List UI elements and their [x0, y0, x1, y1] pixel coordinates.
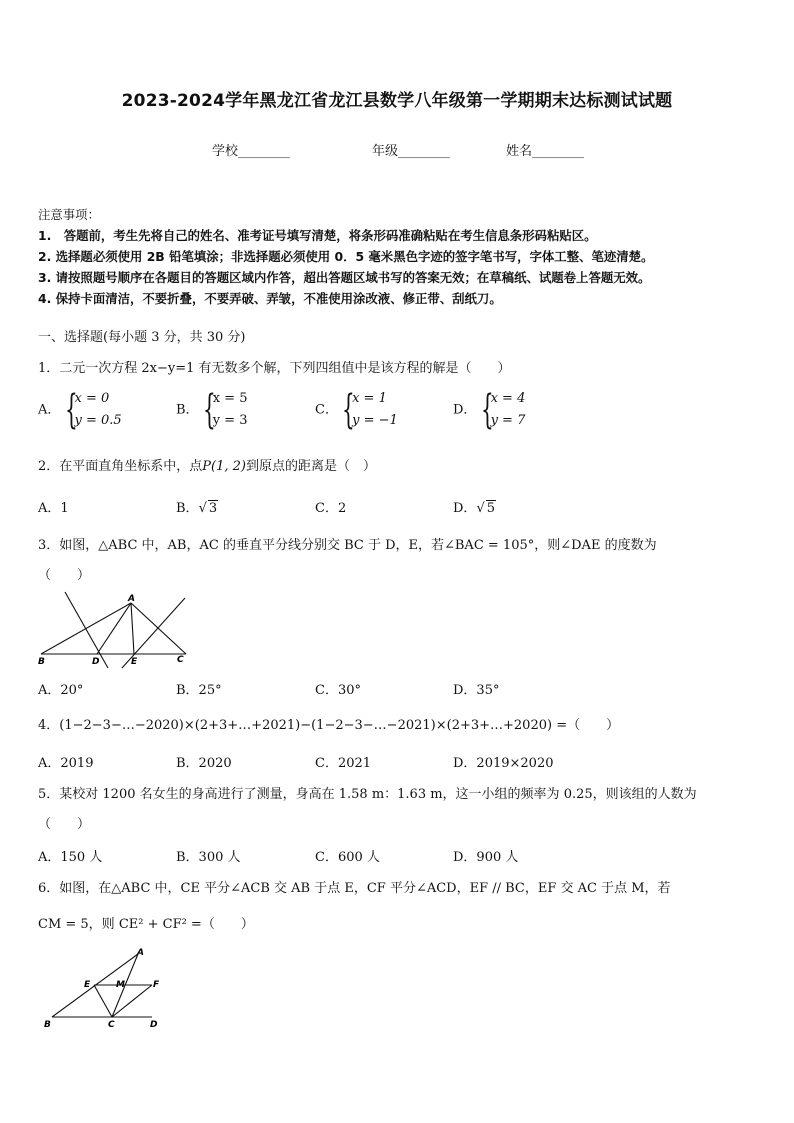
q5-option-d[interactable]: D．900 人 [453, 850, 519, 865]
question-3-stem: 3．如图，△ABC 中，AB，AC 的垂直平分线分别交 BC 于 D，E，若∠BAC = 105°，则∠DAE 的度数为 [38, 538, 657, 553]
label-a: A [137, 948, 144, 958]
label-b: B [38, 657, 45, 667]
sqrt-icon: √ [476, 501, 485, 516]
q6-figure [42, 945, 172, 1035]
option-label: D． [453, 501, 477, 516]
option-label: C． [315, 402, 338, 418]
notice-heading: 注意事项： [38, 207, 100, 222]
eq-line: x = 5 [212, 391, 248, 406]
question-3-stem-cont: （ ） [38, 568, 91, 583]
sqrt-icon: √ [198, 501, 207, 516]
eq-line: y = 7 [490, 413, 526, 428]
question-2-stem [38, 455, 376, 474]
label-d: D [92, 657, 100, 667]
question-6-stem: 6．如图，在△ABC 中，CE 平分∠ACB 交 AB 于点 E，CF 平分∠ACD，EF // BC，EF 交 AC 于点 M，若 [38, 881, 671, 896]
option-label: A． [38, 402, 61, 418]
label-c: C [177, 655, 184, 665]
eq-line: y = −1 [352, 413, 398, 428]
q4-option-d[interactable]: D．2019×2020 [453, 756, 554, 771]
option-label: D． [453, 402, 477, 418]
q3-option-d[interactable]: D．35° [453, 683, 500, 698]
equation-system: { x = 0 y = 0.5 [64, 387, 122, 433]
option-label: B． [176, 501, 199, 516]
q4-option-b[interactable]: B．2020 [176, 756, 232, 771]
q2-option-d[interactable] [453, 497, 496, 516]
q5-option-c[interactable]: C．600 人 [315, 850, 380, 865]
label-e: E [131, 657, 138, 667]
q3-option-a[interactable]: A．20° [38, 683, 84, 698]
line-ad [97, 603, 131, 654]
q4-option-c[interactable]: C．2021 [315, 756, 372, 771]
equation-system: { x = 4 y = 7 [480, 387, 526, 433]
label-e: E [84, 980, 91, 990]
question-1-stem: 1．二元一次方程 2x−y=1 有无数多个解，下列四组值中是该方程的解是（ ） [38, 361, 511, 376]
stem-text: 2．在平面直角坐标系中，点 [38, 459, 203, 474]
q1-option-c[interactable] [315, 388, 398, 432]
label-d: D [150, 1020, 158, 1030]
q3-option-c[interactable]: C．30° [315, 683, 361, 698]
notice-item: 3. 请按照题号顺序在各题目的答题区域内作答，超出答题区域书写的答案无效；在草稿纸、试题卷上答题无效。 [38, 270, 651, 285]
question-4-stem: 4．(1−2−3−…−2020)×(2+3+…+2021)−(1−2−3−…−2021)×(2+3+…+2020) =（ ） [38, 718, 620, 733]
notice-item: 2. 选择题必须使用 2B 铅笔填涂；非选择题必须使用 0．5 毫米黑色字迹的签字笔书写，字体工整、笔迹清楚。 [38, 249, 654, 264]
eq-line: y = 0.5 [74, 413, 122, 428]
label-b: B [44, 1020, 51, 1030]
name-field[interactable]: 姓名________ [506, 144, 585, 159]
q2-option-c[interactable]: C．2 [315, 501, 347, 516]
eq-line: x = 0 [74, 391, 110, 406]
q1-option-a[interactable] [38, 388, 122, 432]
section-heading: 一、选择题(每小题 3 分，共 30 分) [38, 330, 246, 345]
q2-option-a[interactable]: A．1 [38, 501, 69, 516]
label-a: A [128, 594, 135, 604]
line-ce [94, 985, 112, 1017]
question-6-stem-cont: CM = 5，则 CE² + CF² =（ ） [38, 917, 254, 932]
grade-field[interactable]: 年级________ [372, 144, 451, 159]
radicand: 3 [208, 501, 218, 516]
notice-block [38, 204, 758, 309]
eq-line: x = 4 [490, 391, 526, 406]
q2-option-b[interactable] [176, 497, 218, 516]
label-f: F [153, 980, 160, 990]
question-5-stem: 5．某校对 1200 名女生的身高进行了测量，身高在 1.58 m：1.63 m，这一小组的频率为 0.25，则该组的人数为 [38, 787, 697, 802]
q5-option-a[interactable]: A．150 人 [38, 850, 103, 865]
q1-option-d[interactable] [453, 388, 525, 432]
radicand: 5 [486, 501, 496, 516]
line-ac [131, 603, 186, 654]
q4-option-a[interactable]: A．2019 [38, 756, 94, 771]
option-label: B． [176, 402, 199, 418]
point-p: P(1, 2) [202, 459, 246, 474]
q3-figure [34, 588, 194, 672]
notice-item: 4. 保持卡面清洁，不要折叠，不要弄破、弄皱，不准使用涂改液、修正带、刮纸刀。 [38, 291, 502, 306]
equation-system: { x = 5 y = 3 [202, 387, 248, 433]
eq-line: y = 3 [212, 413, 248, 428]
label-c: C [108, 1020, 115, 1030]
perpendicular-bisector-ab [65, 592, 108, 668]
equation-system: { x = 1 y = −1 [342, 387, 398, 433]
school-field[interactable]: 学校________ [212, 144, 291, 159]
exam-title: 2023-2024学年黑龙江省龙江县数学八年级第一学期期末达标测试试题 [121, 91, 673, 111]
q1-option-b[interactable] [176, 388, 247, 432]
notice-item: 1. 答题前，考生先将自己的姓名、准考证号填写清楚，将条形码准确粘贴在考生信息条形码粘贴区。 [38, 228, 597, 243]
eq-line: x = 1 [352, 391, 387, 406]
question-5-stem-cont: （ ） [38, 817, 91, 832]
stem-text: 到原点的距离是（ ） [245, 459, 376, 474]
label-m: M [116, 980, 125, 990]
line-ae [131, 603, 134, 654]
q3-option-b[interactable]: B．25° [176, 683, 222, 698]
q5-option-b[interactable]: B．300 人 [176, 850, 241, 865]
